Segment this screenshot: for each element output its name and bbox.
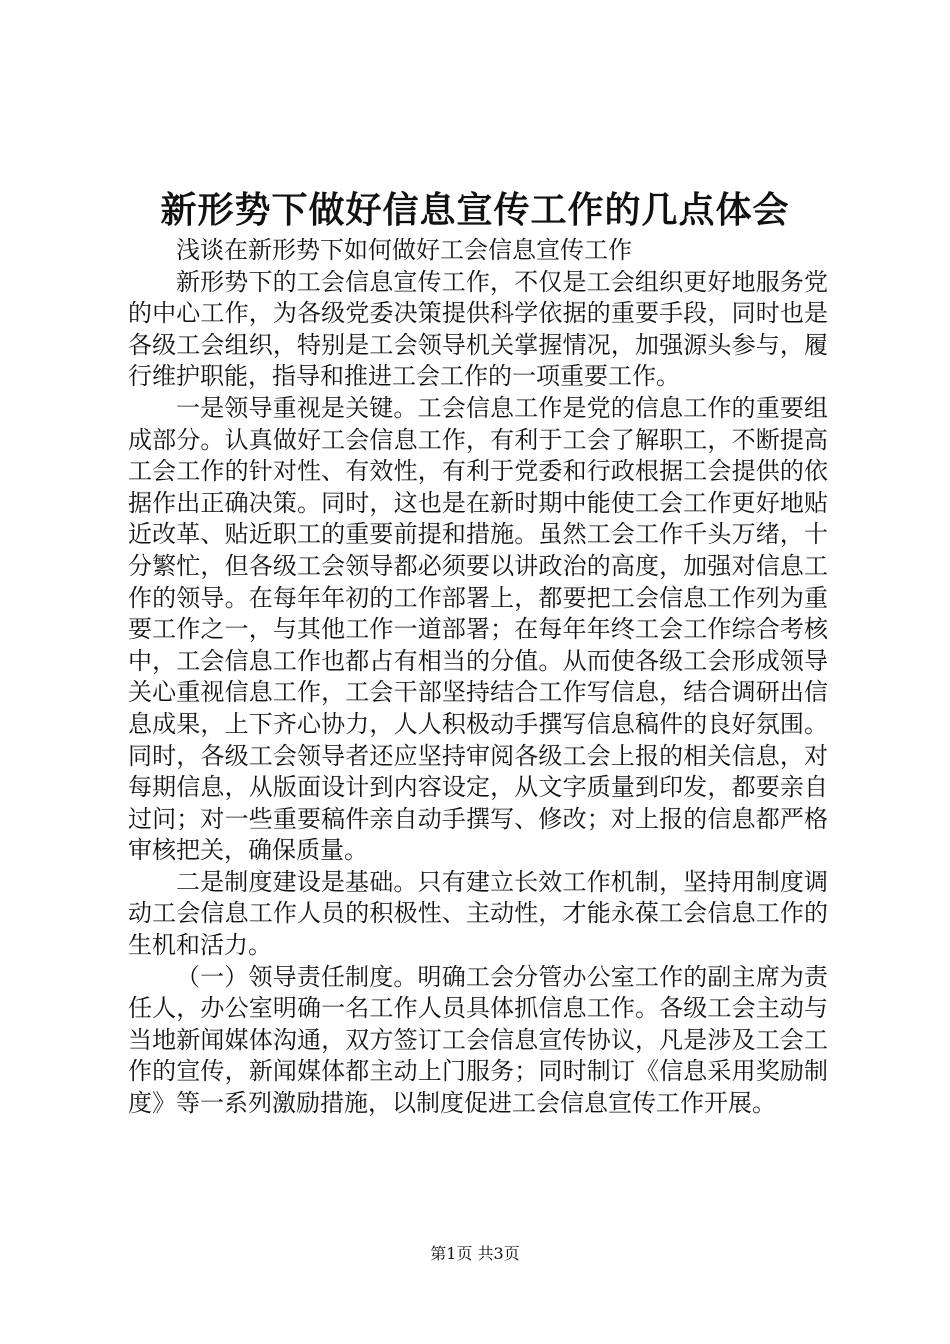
page-footer: 第1页 共3页 xyxy=(430,1244,520,1263)
paragraph-point-two: 二是制度建设是基础。只有建立长效工作机制，坚持用制度调动工会信息工作人员的积极性、主动性，才能永葆工会信息工作的生机和活力。 xyxy=(128,867,828,960)
document-body xyxy=(128,235,828,1120)
paragraph-leadership-responsibility: （一）领导责任制度。明确工会分管办公室工作的副主席为责任人，办公室明确一名工作人员具体抓信息工作。各级工会主动与当地新闻媒体沟通，双方签订工会信息宣传协议，凡是涉及工会工作的宣传，新闻媒体都主动上门服务；同时制订《信息采用奖励制度》等一系列激励措施，以制度促进工会信息宣传工作开展。 xyxy=(128,962,828,1118)
paragraph-point-one: 一是领导重视是关键。工会信息工作是党的信息工作的重要组成部分。认真做好工会信息工作，有利于工会了解职工，不断提高工会工作的针对性、有效性，有利于党委和行政根据工会提供的依据作出正确决策。同时，这也是在新时期中能使工会工作更好地贴近改革、贴近职工的重要前提和措施。虽然工会工作千头万绪，十分繁忙，但各级工会领导都必须要以讲政治的高度，加强对信息工作的领导。在每年年初的工作部署上，都要把工会信息工作列为重要工作之一，与其他工作一道部署；在每年年终工会工作综合考核中，工会信息工作也都占有相当的分值。从而使各级工会形成领导关心重视信息工作，工会干部坚持结合工作写信息，结合调研出信息成果，上下齐心协力，人人积极动手撰写信息稿件的良好氛围。同时，各级工会领导者还应坚持审阅各级工会上报的相关信息，对每期信息，从版面设计到内容设定，从文字质量到印发，都要亲自过问；对一些重要稿件亲自动手撰写、修改；对上报的信息都严格审核把关，确保质量。 xyxy=(128,393,828,865)
paragraph-intro: 新形势下的工会信息宣传工作，不仅是工会组织更好地服务党的中心工作，为各级党委决策提供科学依据的重要手段，同时也是各级工会组织，特别是工会领导机关掌握情况，加强源头参与，履行维护职能，指导和推进工会工作的一项重要工作。 xyxy=(128,267,828,391)
document-title: 新形势下做好信息宣传工作的几点体会 xyxy=(160,189,790,231)
paragraph-subtitle: 浅谈在新形势下如何做好工会信息宣传工作 xyxy=(176,236,632,264)
